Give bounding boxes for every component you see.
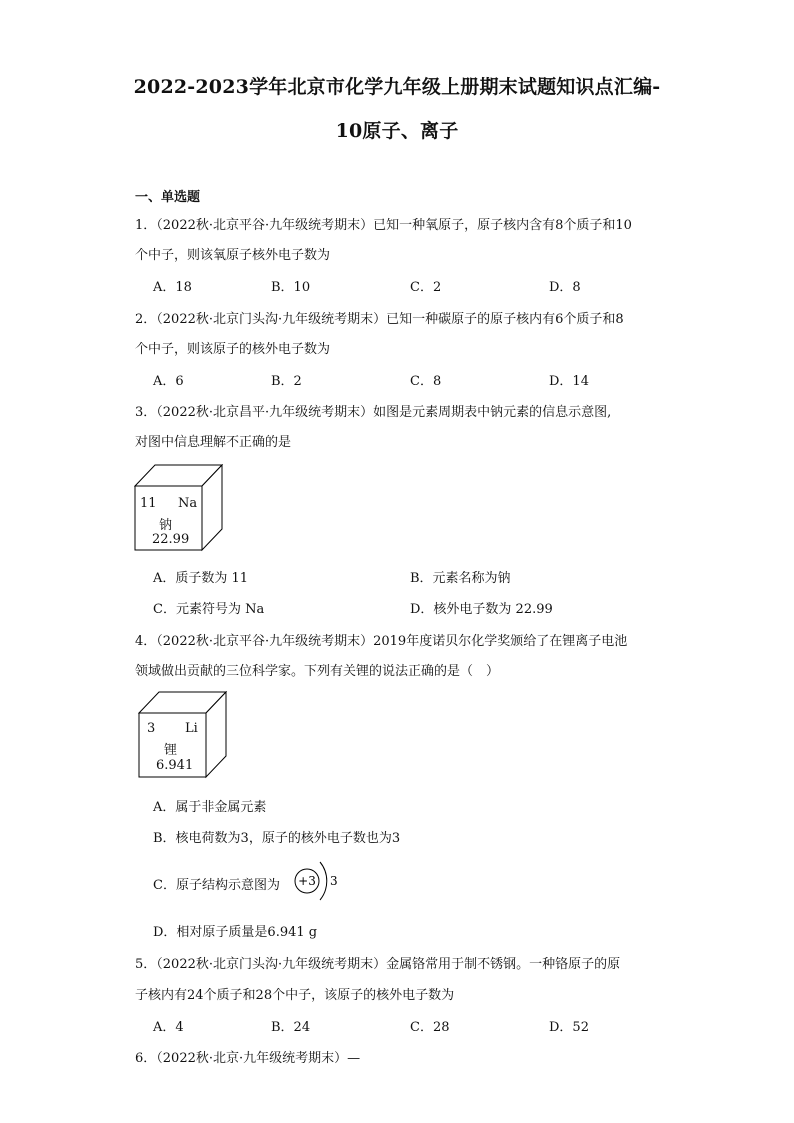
q1-line2: 个中子，则该氧原子核外电子数为 [135,248,331,263]
doc-title-line2: 10原子、离子 [335,120,459,142]
element-symbol: Na [178,496,198,511]
q2-option-b: B．2 [271,374,302,389]
q2-line2: 个中子，则该原子的核外电子数为 [135,342,331,357]
lithium-element-card [138,691,228,779]
element-mass: 6.941 [156,758,194,773]
q1-option-b: B．10 [271,280,311,295]
element-symbol: Li [185,721,198,736]
q5-option-b: B．24 [271,1020,311,1035]
q2-option-c: C．8 [410,374,442,389]
q3-line1: 3．（2022秋·北京昌平·九年级统考期末）如图是元素周期表中钠元素的信息示意图, [135,405,612,420]
doc-title-line1: 2022-2023学年北京市化学九年级上册期末试题知识点汇编- [133,76,661,98]
q1-option-d: D．8 [549,280,581,295]
q4-line2: 领域做出贡献的三位科学家。下列有关锂的说法正确的是（ ） [135,664,500,679]
q1-option-c: C．2 [410,280,442,295]
q2-option-a: A．6 [153,374,184,389]
q2-line1: 2．（2022秋·北京门头沟·九年级统考期末）已知一种碳原子的原子核内有6个质子和8 [135,312,624,327]
q5-line2: 子核内有24个质子和28个中子，该原子的核外电子数为 [135,988,455,1003]
q3-option-c: C．元素符号为 Na [153,602,265,617]
q4-option-c: C．原子结构示意图为 [153,878,280,893]
q3-line2: 对图中信息理解不正确的是 [135,435,292,450]
q5-option-a: A．4 [153,1020,184,1035]
q5-line1: 5．（2022秋·北京门头沟·九年级统考期末）金属铬常用于制不锈钢。一种铬原子的原 [135,957,621,972]
q5-option-c: C．28 [410,1020,450,1035]
section-heading: 一、单选题 [135,190,201,205]
q4-line1: 4．（2022秋·北京平谷·九年级统考期末）2019年度诺贝尔化学奖颁给了在锂离子电池 [135,634,628,649]
q3-option-a: A．质子数为 11 [153,571,249,586]
element-name: 锂 [164,743,178,758]
q4-option-a: A．属于非金属元素 [153,800,267,815]
q1-line1: 1．（2022秋·北京平谷·九年级统考期末）已知一种氧原子，原子核内含有8个质子和10 [135,218,632,233]
sodium-element-card [134,464,224,552]
q6-line1: 6．（2022秋·北京·九年级统考期末）— [135,1051,361,1066]
element-mass: 22.99 [152,532,190,547]
q1-option-a: A．18 [153,280,192,295]
atom-structure-svg [292,858,352,904]
lithium-atom-structure-diagram [292,858,352,904]
q4-option-d: D．相对原子质量是6.941 g [153,925,318,940]
element-number: 3 [147,721,156,736]
q3-option-b: B．元素名称为钠 [410,571,511,586]
q3-option-d: D．核外电子数为 22.99 [410,602,553,617]
electron-count: 3 [330,874,338,888]
q5-option-d: D．52 [549,1020,589,1035]
element-number: 11 [140,496,157,511]
element-name: 钠 [159,518,173,533]
q4-option-b: B．核电荷数为3，原子的核外电子数也为3 [153,831,401,846]
nucleus-charge: +3 [298,874,316,888]
q2-option-d: D．14 [549,374,589,389]
